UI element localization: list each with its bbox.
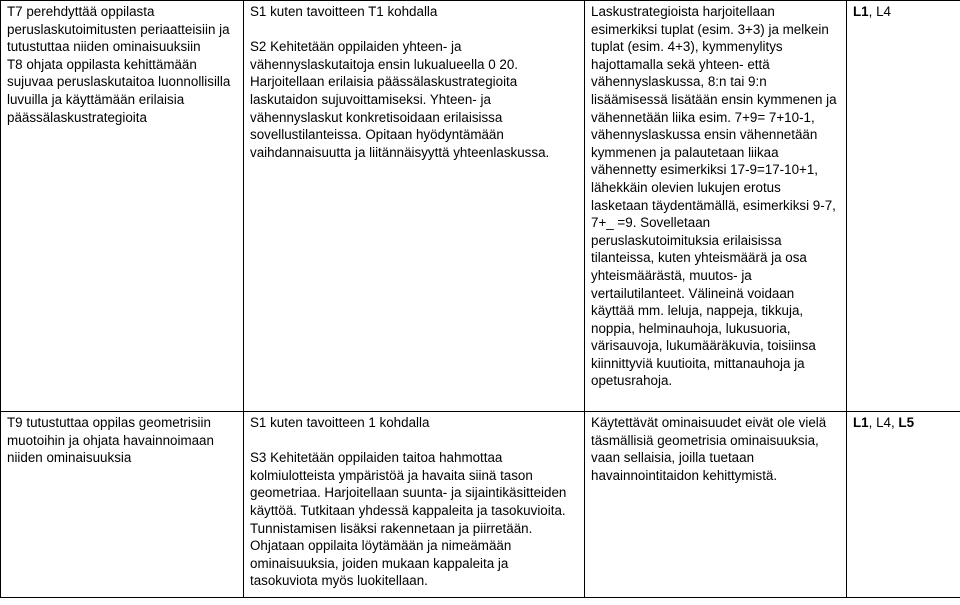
competence-bold: L1: [853, 415, 869, 430]
content-heading: S1 kuten tavoitteen T1 kohdalla: [250, 4, 438, 19]
competences-cell: [847, 1, 960, 412]
evaluation-cell: [585, 1, 847, 412]
content-body: S3 Kehitetään oppilaiden taitoa hahmottaa kolmiulotteista ympäristöä ja havaita siinä tason geometriaa. Harjoitellaan suunta- ja sijaintikäsitteiden käyttöä. Tutkitaan yhdessä kappaleita ja tasokuvioita. Tunnistamisen lisäksi rakennetaan ja piirretään. Ohjataan oppilaita löytämään ja nimeämään ominaisuuksia, joiden mukaan kappaleita ja tasokuviota myös luokitellaan.: [250, 450, 567, 589]
evaluation-text: Käytettävät ominaisuudet eivät ole vielä täsmällisiä geometrisia ominaisuuksia, vaan sellaisia, joilla tuetaan havainnointitaidon kehittymistä.: [591, 415, 827, 483]
table-row: [1, 1, 960, 412]
competence-mid: , L4,: [868, 415, 899, 430]
goal-t8: T8 ohjata oppilasta kehittämään sujuvaa peruslaskutaitoa luonnollisilla luvuilla ja käyttämään erilaisia päässälaskustrategioita: [7, 56, 231, 125]
evaluation-text: Laskustrategioista harjoitellaan esimerkiksi tuplat (esim. 3+3) ja melkein tuplat (esim. 4+3), kymmenylitys hajottamalla sekä yhteen- että vähennyslaskussa, 8:n tai 9:n lisäämisessä lisätään ensin kymmenen ja vähennetään liika esim. 7+9= 7+10-1, vähennyslaskussa ensin vähennetään kymmenen ja palautetaan liikaa vähennetty esimerkiksi 17-9=17-10+1, lähekkäin olevien lukujen erotus lasketaan täydentämällä, esimerkiksi 9-7, 7+_ =9. Sovelletaan peruslaskutoimituksia erilaisissa tilanteissa, kuten yhteismäärä ja osa yhteismäärästä, muutos- ja vertailutilanteet. Välineinä voidaan käyttää mm. leluja, nappeja, tikkuja, noppia, helminauhoja, lukusuoria, värisauvoja, lukumääräkuvia, toisiinsa kiinnittyviä kuutioita, mittanauhoja ja opetusrahoja.: [591, 4, 837, 389]
goal-t7: T7 perehdyttää oppilasta peruslaskutoimitusten periaatteisiin ja tutustuttaa niiden ominaisuuksiin: [7, 4, 230, 55]
content-body: S2 Kehitetään oppilaiden yhteen- ja vähennyslaskutaitoja ensin lukualueella 0 20. Harjoitellaan erilaisia päässälaskustrategioita laskutaidon sujuvoittamiseksi. Yhteen- ja vähennyslaskut konkretisoidaan erilaisissa sovellustilanteissa. Opitaan hyödyntämään vaihdannaisuutta ja liitännäisyyttä yhteenlaskussa.: [250, 39, 550, 160]
content-cell: [244, 412, 585, 598]
goals-cell: [1, 1, 244, 412]
goals-cell: [1, 412, 244, 598]
competence-bold-2: L5: [898, 415, 915, 430]
spacer: [250, 432, 578, 450]
goal-t9: T9 tutustuttaa oppilas geometrisiin muotoihin ja ohjata havainnoimaan niiden ominaisuuksia: [7, 415, 214, 466]
evaluation-cell: [585, 412, 847, 598]
competences-cell: [847, 412, 960, 598]
spacer: [250, 21, 578, 39]
content-heading: S1 kuten tavoitteen 1 kohdalla: [250, 415, 430, 430]
competence-rest: , L4: [868, 4, 891, 19]
table-row: [1, 412, 960, 598]
content-cell: [244, 1, 585, 412]
competence-bold: L1: [853, 4, 869, 19]
